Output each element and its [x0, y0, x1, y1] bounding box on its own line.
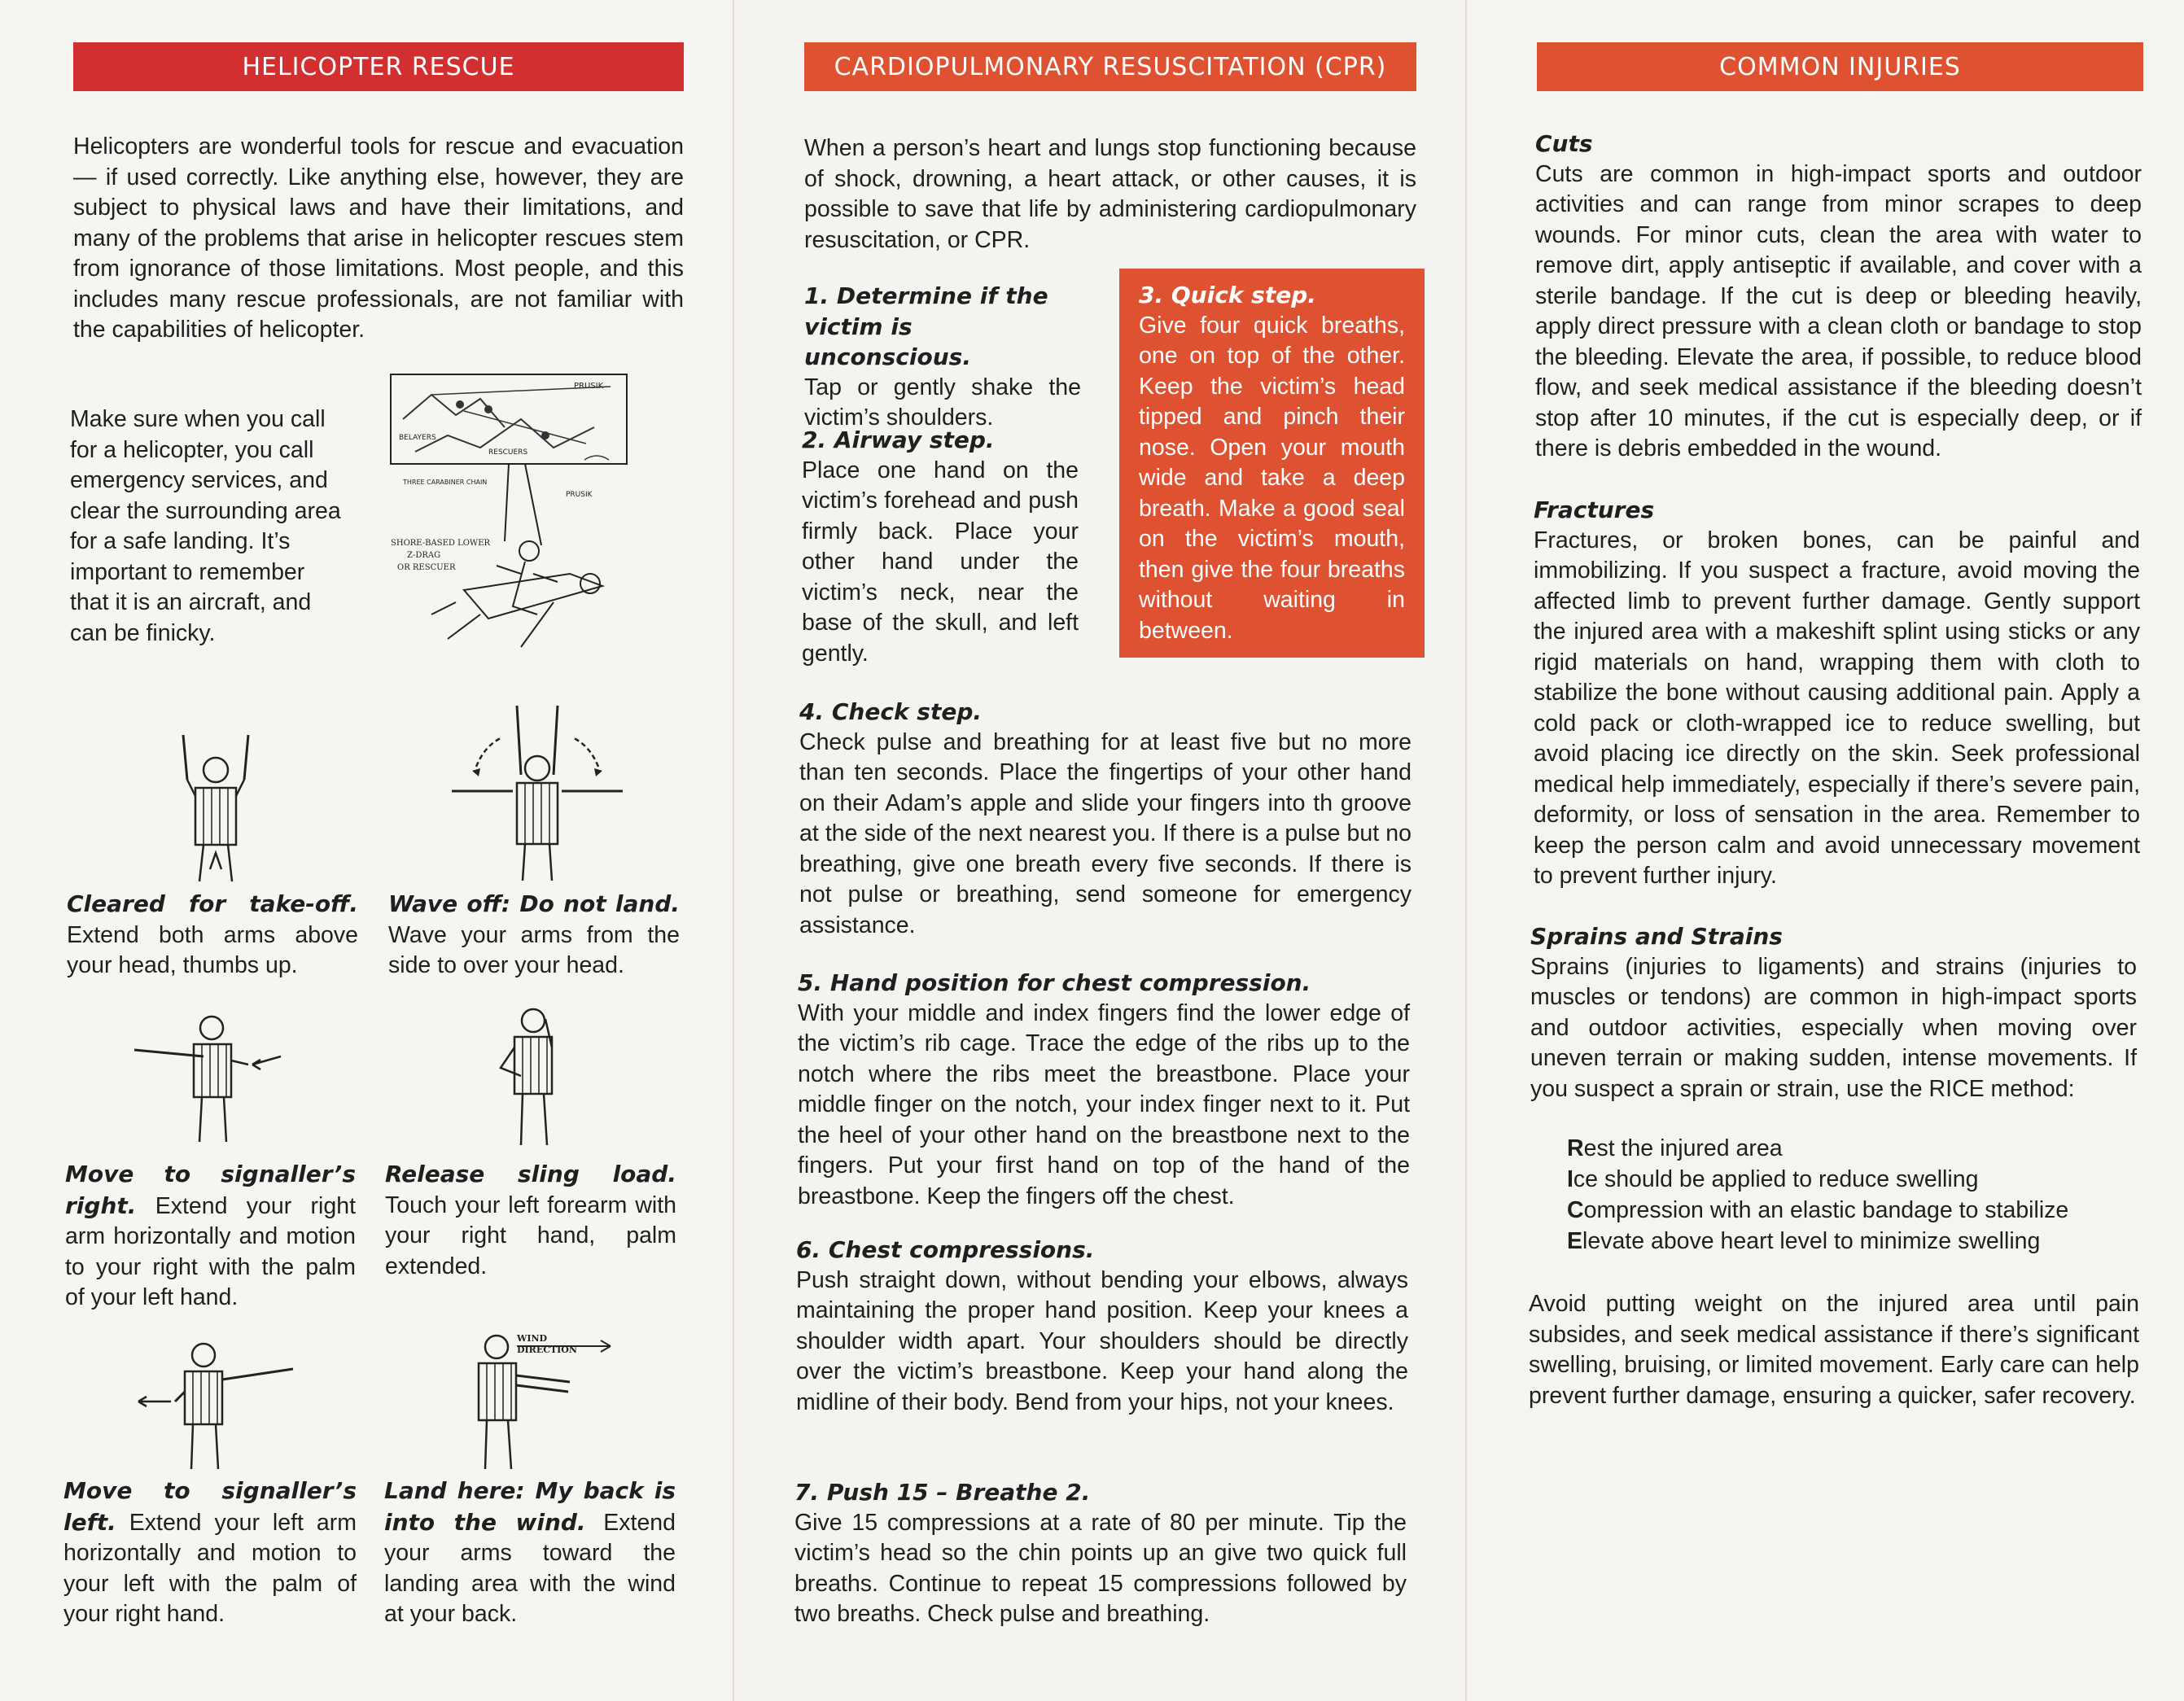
section-header: CARDIOPULMONARY RESUSCITATION (CPR)	[804, 42, 1416, 91]
injury-body: Sprains (injuries to ligaments) and strains (injuries to muscles or tendons) are common in high-impact sports and outdoor activities, especially when moving over uneven terrain or making sudden, intense movements. If you suspect a sprain or strain, use the RICE method:	[1530, 953, 2137, 1102]
injury-body: Fractures, or broken bones, can be painful and immobilizing. If you suspect a fracture, avoid moving the affected limb to prevent further damage. Gently support the injured area with a makeshift splint using sticks or any rigid materials on hand, wrapping them with cloth to stabilize the bone without causing additional pain. Apply a cold pack or cloth-wrapped ice to reduce swelling, but avoid placing ice directly on the skin. Seek professional medical help immediately, especially if there’s severe pain, deformity, or loss of sensation in the area. Remember to keep the person calm and avoid unnecessary movement to prevent further injury.	[1534, 527, 2140, 889]
label-shore-based-lower: SHORE-BASED LOWER	[391, 539, 491, 548]
rice-item: Ice should be applied to reduce swelling	[1567, 1166, 1979, 1192]
cpr-step-3-highlight-box	[1119, 269, 1425, 658]
signal-title: Wave off: Do not land.	[388, 890, 680, 917]
step-body: Give four quick breaths, one on top of the other. Keep the victim’s head tipped and pinch their nose. Open your mouth wide and take a deep breath. Make a good seal on the victim’s mouth, then give the four breaths without waiting in between.	[1139, 312, 1405, 644]
signal-move-right-illustration	[130, 1008, 301, 1146]
signal-caption-land-here	[384, 1476, 676, 1630]
step-body: Tap or gently shake the victim’s shoulders.	[804, 374, 1081, 431]
signal-body: Wave your arms from the side to over your head.	[388, 921, 680, 978]
signal-caption-move-left	[63, 1476, 357, 1630]
step-body: Check pulse and breathing for at least five but no more than ten seconds. Place the fingertips of your other hand on their Adam’s apple and slide your fingers into th groove at the side of the next nearest you. If there is a pulse but no breathing, give one breath every five seconds. If there is not pulse or breathing, send someone for emergency assistance.	[799, 728, 1412, 938]
injury-sprains	[1530, 921, 2137, 1104]
injury-cuts	[1535, 129, 2142, 465]
signal-body: Extend both arms above your head, thumbs up.	[67, 921, 358, 978]
step-title: 3. Quick step.	[1139, 282, 1316, 308]
injury-closing: Avoid putting weight on the injured area until pain subsides, and seek medical assistance if there’s significant swelling, bruising, or limited movement. Early care can help prevent further damage, ensuring a quicker, safer recovery.	[1529, 1291, 2139, 1409]
label-or-rescuer: OR RESCUER	[397, 563, 456, 572]
cpr-intro: When a person’s heart and lungs stop functioning because of shock, drowning, a heart attack, or other causes, it is possible to save that life by administering cardiopulmonary resuscitation, or CPR.	[804, 135, 1416, 253]
injury-body: Cuts are common in high-impact sports and outdoor activities and can range from minor scrapes to deep wounds. For minor cuts, clean the area with water to remove dirt, apply antiseptic if available, and cover with a sterile bandage. If the cut is deep or bleeding heavily, apply direct pressure with a clean cloth or bandage to stop the bleeding. Elevate the area, if possible, to reduce blood flow, and seek medical assistance if the bleeding doesn’t stop after 10 minutes, if the cut is especially deep, or if there is debris embedded in the wound.	[1535, 160, 2142, 461]
cpr-step-6	[796, 1235, 1408, 1418]
signal-wave-off-illustration	[448, 702, 627, 885]
step-body: Place one hand on the victim’s forehead and push firmly back. Place your other hand under the victim’s neck, near the base of the skull, and left gently.	[802, 457, 1079, 667]
cpr-step-2	[802, 425, 1079, 669]
label-prusik: PRUSIK	[574, 382, 604, 391]
signal-caption-cleared	[67, 889, 358, 982]
signal-caption-wave-off	[388, 889, 680, 982]
step-title: 2. Airway step.	[802, 426, 995, 453]
step-title: 4. Check step.	[799, 698, 983, 725]
step-title: 5. Hand position for chest compression.	[798, 969, 1311, 996]
label-belayers: BELAYERS	[399, 434, 436, 442]
helicopter-call-text: Make sure when you call for a helicopter, you call emergency services, and clear the surrounding area for a safe landing. It’s important to remember that it is an aircraft, and can be finicky.	[70, 406, 341, 646]
injury-title: Fractures	[1534, 496, 1655, 523]
label-rescuers: RESCUERS	[488, 448, 528, 457]
signal-move-left-illustration	[134, 1335, 297, 1473]
signal-body: Extend your right arm horizontally and motion to your right with the palm of your left hand.	[65, 1192, 356, 1310]
label-direction: DIRECTION	[517, 1345, 577, 1355]
signal-title: Land here: My back is into the wind.	[384, 1477, 676, 1536]
label-carabiner-chain: THREE CARABINER CHAIN	[403, 479, 488, 486]
label-wind: WIND	[517, 1333, 548, 1344]
signal-cleared-takeoff-illustration	[163, 731, 269, 885]
injury-title: Sprains and Strains	[1530, 923, 1783, 950]
signal-release-sling-illustration	[488, 1003, 570, 1149]
signal-title: Move to signaller’s left.	[63, 1477, 357, 1536]
signal-land-here-illustration	[472, 1327, 615, 1473]
step-body: With your middle and index fingers find the lower edge of the victim’s rib cage. Trace the edge of the ribs up to the notch where the ribs meet the breastbone. Place your middle finger on the notch, your index finger next to it. Put the heel of your other hand on the breastbone next to the fingers. Put your first hand on top of the hand of the breastbone. Keep the fingers off the chest.	[798, 999, 1410, 1209]
step-body: Give 15 compressions at a rate of 80 per minute. Tip the victim’s head so the chin points up an give two quick full breaths. Continue to repeat 15 compressions followed by two breaths. Check pulse and breathing.	[794, 1509, 1407, 1627]
cpr-step-5	[798, 968, 1410, 1212]
section-header: HELICOPTER RESCUE	[73, 42, 684, 91]
label-z-drag: Z-DRAG	[407, 551, 441, 560]
helicopter-intro: Helicopters are wonderful tools for rescue and evacuation— if used correctly. Like anything else, however, they are subject to physical laws and have their limitations, and many of the problems that arise in helicopter rescues stem from ignorance of those limitations. Most people, and this includes many rescue professionals, are not familiar with the capabilities of helicopter.	[73, 133, 684, 343]
step-title: 7. Push 15 – Breathe 2.	[794, 1479, 1091, 1506]
rescue-diagram-illustration	[383, 370, 635, 655]
cpr-step-1	[804, 281, 1081, 434]
panel-helicopter-rescue	[0, 0, 733, 1701]
step-body: Push straight down, without bending your elbows, always maintaining the proper hand position. Keep your knees a shoulder width apart. Your shoulders should be directly over the victim’s breastbone. Keep your hand along the midline of their body. Bend from your hips, not your knees.	[796, 1266, 1408, 1415]
injury-fractures	[1534, 495, 2140, 892]
signal-body: Extend your arms toward the landing area with the wind at your back.	[384, 1509, 676, 1627]
cpr-step-7	[794, 1477, 1407, 1630]
signal-title: Release sling load.	[385, 1161, 676, 1187]
step-title: 1. Determine if the victim is unconscious.	[804, 282, 1048, 370]
signal-title: Cleared for take-off.	[67, 890, 358, 917]
signal-body: Extend your left arm horizontally and motion to your left with the palm of your right hand.	[63, 1509, 357, 1627]
signal-caption-move-right	[65, 1159, 356, 1314]
signal-caption-release-sling	[385, 1159, 676, 1282]
injury-title: Cuts	[1535, 130, 1593, 157]
label-prusik-2: PRUSIK	[566, 491, 593, 499]
rice-item: Rest the injured area	[1567, 1135, 1783, 1161]
section-header: COMMON INJURIES	[1537, 42, 2143, 91]
step-title: 6. Chest compressions.	[796, 1236, 1095, 1263]
rice-item: Elevate above heart level to minimize swelling	[1567, 1228, 2041, 1254]
rice-item: Compression with an elastic bandage to stabilize	[1567, 1197, 2069, 1223]
signal-body: Touch your left forearm with your right hand, palm extended.	[385, 1192, 676, 1279]
signal-title: Move to signaller’s right.	[65, 1161, 356, 1219]
cpr-step-4	[799, 697, 1412, 941]
rice-list	[1567, 1133, 2068, 1257]
